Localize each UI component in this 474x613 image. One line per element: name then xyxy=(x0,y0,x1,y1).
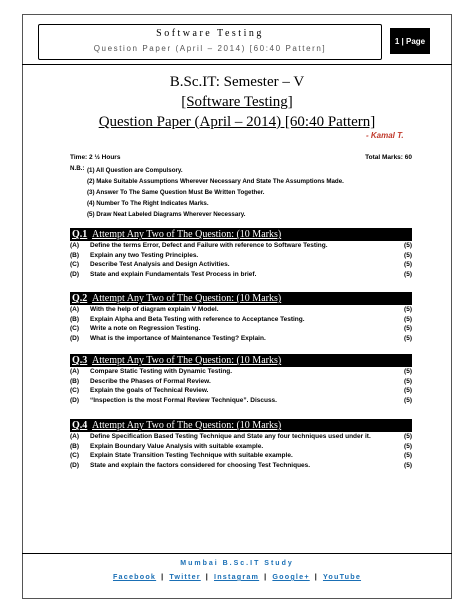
note-item: (5) Draw Neat Labeled Diagrams Wherever Necessary. xyxy=(87,211,246,218)
item-text: Explain Alpha and Beta Testing with reference to Acceptance Testing. xyxy=(90,315,305,323)
item-marks: (5) xyxy=(404,242,412,249)
question-item xyxy=(70,251,412,261)
header-divider xyxy=(22,64,452,65)
header-subtitle: Question Paper (April – 2014) [60:40 Pattern] xyxy=(93,44,327,53)
item-letter: (C) xyxy=(70,387,80,395)
item-text: Explain any two Testing Principles. xyxy=(90,251,199,259)
author-signature: - Kamal T. xyxy=(366,131,404,140)
item-letter: (B) xyxy=(70,315,80,323)
separator: | xyxy=(205,572,209,581)
item-marks: (5) xyxy=(404,335,412,343)
header-title: Software Testing xyxy=(156,28,264,39)
page-number-badge: 1 | Page xyxy=(390,28,430,54)
question-item xyxy=(70,260,412,270)
time-label: Time: 2 ½ Hours xyxy=(70,154,121,161)
question-item xyxy=(70,386,412,396)
item-marks: (5) xyxy=(404,387,412,395)
item-marks: (5) xyxy=(404,261,412,269)
item-marks: (5) xyxy=(404,397,412,405)
link-google-plus[interactable]: Google+ xyxy=(272,572,310,581)
question-item xyxy=(70,315,412,325)
item-letter: (B) xyxy=(70,251,80,259)
question-item xyxy=(70,305,412,315)
question-item xyxy=(70,451,412,461)
item-text: Write a note on Regression Testing. xyxy=(90,325,201,333)
title-subject: [Software Testing] xyxy=(181,94,293,110)
item-text: Describe Test Analysis and Design Activities. xyxy=(90,261,230,269)
question-number: Q.2 xyxy=(72,293,88,304)
question-item xyxy=(70,442,412,452)
notes-label: N.B.: xyxy=(70,165,85,172)
item-text: “Inspection is the most Formal Review Technique”. Discuss. xyxy=(90,397,277,405)
question-item xyxy=(70,334,412,344)
question-number: Q.1 xyxy=(72,229,88,240)
note-item: (4) Number To The Right Indicates Marks. xyxy=(87,200,209,207)
item-text: Explain the goals of Technical Review. xyxy=(90,387,209,395)
item-marks: (5) xyxy=(404,271,412,279)
item-marks: (5) xyxy=(404,462,412,470)
title-semester: B.Sc.IT: Semester – V xyxy=(169,74,305,90)
page-header xyxy=(38,24,382,60)
question-header xyxy=(70,228,412,241)
question-item xyxy=(70,461,412,471)
question-number: Q.4 xyxy=(72,420,88,431)
footer-divider xyxy=(22,553,452,554)
item-letter: (D) xyxy=(70,271,80,279)
question-title: Attempt Any Two of The Question: (10 Marks) xyxy=(92,229,282,240)
item-letter: (C) xyxy=(70,325,80,333)
footer-links xyxy=(0,572,474,581)
item-text: With the help of diagram explain V Model. xyxy=(90,306,219,313)
item-letter: (C) xyxy=(70,261,80,269)
item-letter: (C) xyxy=(70,452,80,460)
total-marks-label: Total Marks: 60 xyxy=(365,154,412,161)
footer-brand: Mumbai B.Sc.IT Study xyxy=(180,560,294,567)
note-item: (3) Answer To The Same Question Must Be Written Together. xyxy=(87,189,265,196)
question-number: Q.3 xyxy=(72,355,88,366)
item-text: Explain State Transition Testing Technique with suitable example. xyxy=(90,452,293,460)
item-letter: (A) xyxy=(70,306,80,313)
item-letter: (B) xyxy=(70,442,80,450)
notes-list xyxy=(87,165,344,220)
item-text: Compare Static Testing with Dynamic Testing. xyxy=(90,368,233,375)
question-item xyxy=(70,241,412,251)
question-section-3 xyxy=(70,354,412,406)
question-item xyxy=(70,396,412,406)
item-text: Describe the Phases of Formal Review. xyxy=(90,377,211,385)
question-section-2 xyxy=(70,292,412,344)
item-text: Explain Boundary Value Analysis with suitable example. xyxy=(90,442,264,450)
document-titles xyxy=(0,72,474,132)
item-letter: (A) xyxy=(70,242,80,249)
question-item xyxy=(70,324,412,334)
question-title: Attempt Any Two of The Question: (10 Marks) xyxy=(92,355,282,366)
title-paper: Question Paper (April – 2014) [60:40 Pattern] xyxy=(98,114,376,130)
question-title: Attempt Any Two of The Question: (10 Marks) xyxy=(92,293,282,304)
question-item xyxy=(70,432,412,442)
question-item xyxy=(70,377,412,387)
item-letter: (B) xyxy=(70,377,80,385)
item-marks: (5) xyxy=(404,325,412,333)
item-marks: (5) xyxy=(404,315,412,323)
separator: | xyxy=(314,572,318,581)
question-section-4 xyxy=(70,419,412,471)
question-section-1 xyxy=(70,228,412,280)
item-letter: (D) xyxy=(70,462,80,470)
item-letter: (A) xyxy=(70,433,80,440)
separator: | xyxy=(161,572,165,581)
link-facebook[interactable]: Facebook xyxy=(112,572,157,581)
link-twitter[interactable]: Twitter xyxy=(169,572,201,581)
item-marks: (5) xyxy=(404,377,412,385)
question-header xyxy=(70,419,412,432)
question-header xyxy=(70,354,412,367)
link-youtube[interactable]: YouTube xyxy=(322,572,362,581)
item-marks: (5) xyxy=(404,251,412,259)
question-header xyxy=(70,292,412,305)
question-item xyxy=(70,367,412,377)
item-letter: (D) xyxy=(70,335,80,343)
item-text: State and explain Fundamentals Test Process in brief. xyxy=(90,271,257,279)
item-marks: (5) xyxy=(404,442,412,450)
item-text: State and explain the factors considered for choosing Test Techniques. xyxy=(90,462,311,470)
item-marks: (5) xyxy=(404,452,412,460)
item-marks: (5) xyxy=(404,368,412,375)
item-letter: (A) xyxy=(70,368,80,375)
link-instagram[interactable]: Instagram xyxy=(214,572,260,581)
item-text: Define Specification Based Testing Technique and State any four techniques used under it. xyxy=(90,433,371,440)
exam-meta xyxy=(70,154,412,161)
question-title: Attempt Any Two of The Question: (10 Marks) xyxy=(92,420,282,431)
notes-block xyxy=(70,165,344,220)
separator: | xyxy=(264,572,268,581)
item-text: Define the terms Error, Defect and Failure with reference to Software Testing. xyxy=(90,242,328,249)
question-item xyxy=(70,270,412,280)
note-item: (2) Make Suitable Assumptions Wherever Necessary And State The Assumptions Made. xyxy=(87,178,344,185)
item-marks: (5) xyxy=(404,433,412,440)
note-item: (1) All Question are Compulsory. xyxy=(87,167,183,174)
item-marks: (5) xyxy=(404,306,412,313)
item-text: What is the importance of Maintenance Testing? Explain. xyxy=(90,335,266,343)
item-letter: (D) xyxy=(70,397,80,405)
